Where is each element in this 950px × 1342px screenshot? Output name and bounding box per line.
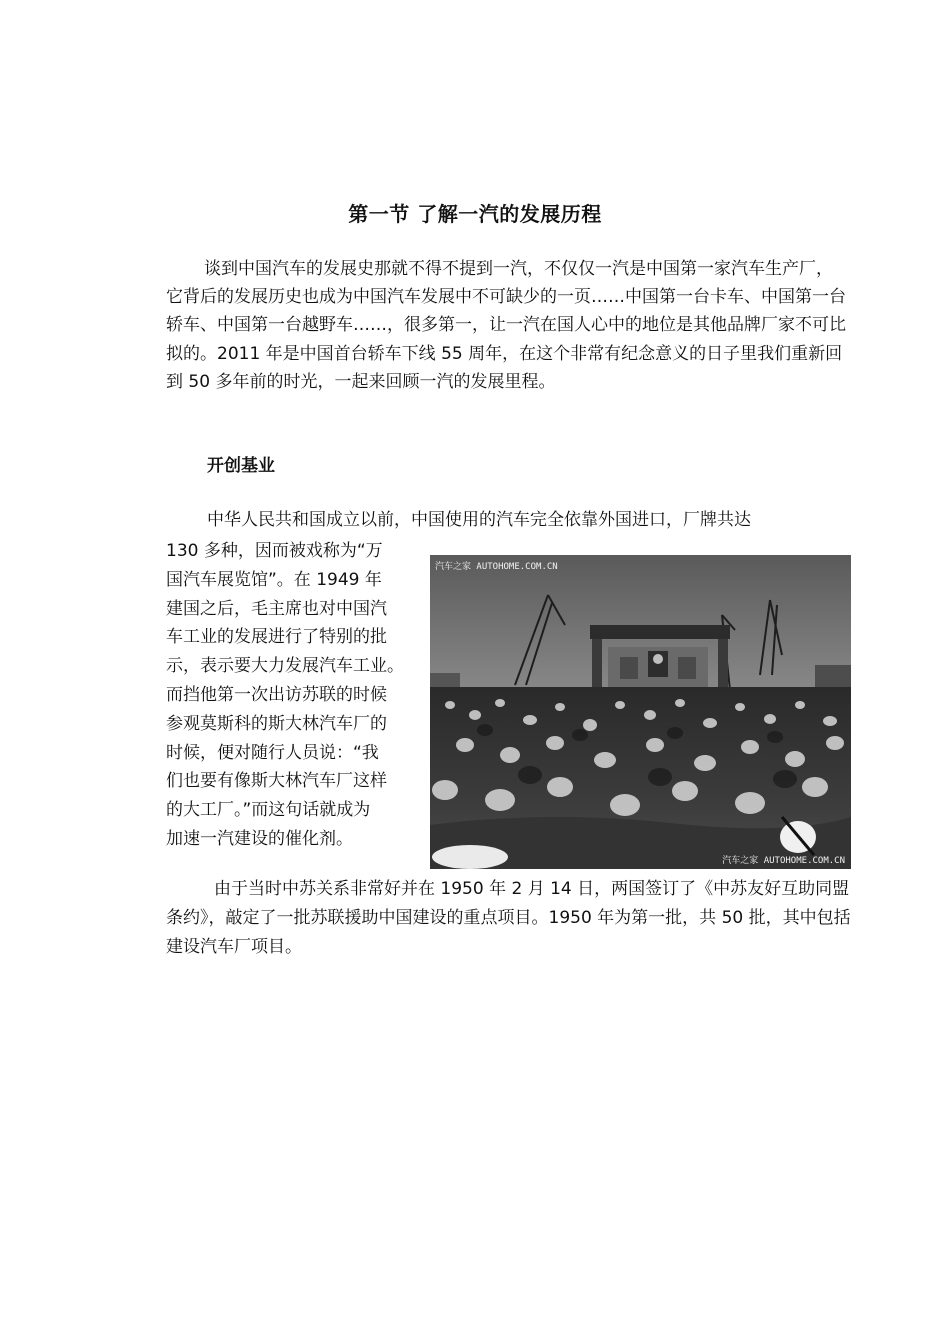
paragraph-line: 国汽车展览馆”。在 1949 年 bbox=[166, 569, 382, 590]
paragraph-line: 加速一汽建设的催化剂。 bbox=[166, 828, 353, 849]
paragraph-line: 参观莫斯科的斯大林汽车厂的 bbox=[166, 713, 387, 734]
intro-paragraph: 谈到中国汽车的发展史那就不得不提到一汽，不仅仅一汽是中国第一家汽车生产厂，它背后的发展历史也成为中国汽车发展中不可缺少的一页……中国第一台卡车、中国第一台轿车、中国第一台越野车……，很多第一，让一汽在国人心中的地位是其他品牌厂家不可比拟的。2011 年是中国首台轿车下线 55 周年，在这个非常有纪念意义的日子里我们重新回到 50 多年前的时光，一起来回顾一汽的发展里程。 bbox=[166, 259, 846, 392]
closing-paragraph: 由于当时中苏关系非常好并在 1950 年 2 月 14 日，两国签订了《中苏友好互助同盟条约》，敲定了一批苏联援助中国建设的重点项目。1950 年为第一批，共 50 批，其中包括建设汽车厂项目。 bbox=[166, 879, 851, 957]
historical-photo bbox=[430, 555, 851, 869]
photo-watermark-top: 汽车之家 AUTOHOME.COM.CN bbox=[435, 562, 558, 572]
paragraph-line: 而挡他第一次出访苏联的时候 bbox=[166, 684, 387, 705]
photo-watermark-bottom: 汽车之家 AUTOHOME.COM.CN bbox=[722, 856, 845, 866]
crowd-ceremony-illustration bbox=[430, 555, 851, 869]
paragraph-line: 示，表示要大力发展汽车工业。 bbox=[166, 656, 404, 677]
paragraph-line: 建国之后，毛主席也对中国汽 bbox=[166, 598, 387, 619]
paragraph-line: 130 多种，因而被戏称为“万 bbox=[166, 541, 383, 561]
paragraph-line: 车工业的发展进行了特别的批 bbox=[166, 627, 387, 648]
section-title: 第一节 了解一汽的发展历程 bbox=[348, 202, 602, 226]
paragraph-line: 时候，便对随行人员说：“我 bbox=[166, 742, 379, 763]
section-heading: 开创基业 bbox=[207, 456, 275, 476]
paragraph-line: 们也要有像斯大林汽车厂这样 bbox=[166, 771, 387, 792]
section-paragraph-wrapped bbox=[166, 537, 428, 854]
section-paragraph-first-line: 中华人民共和国成立以前，中国使用的汽车完全依靠外国进口，厂牌共达 bbox=[207, 510, 751, 530]
paragraph-line: 的大工厂。”而这句话就成为 bbox=[166, 800, 371, 821]
